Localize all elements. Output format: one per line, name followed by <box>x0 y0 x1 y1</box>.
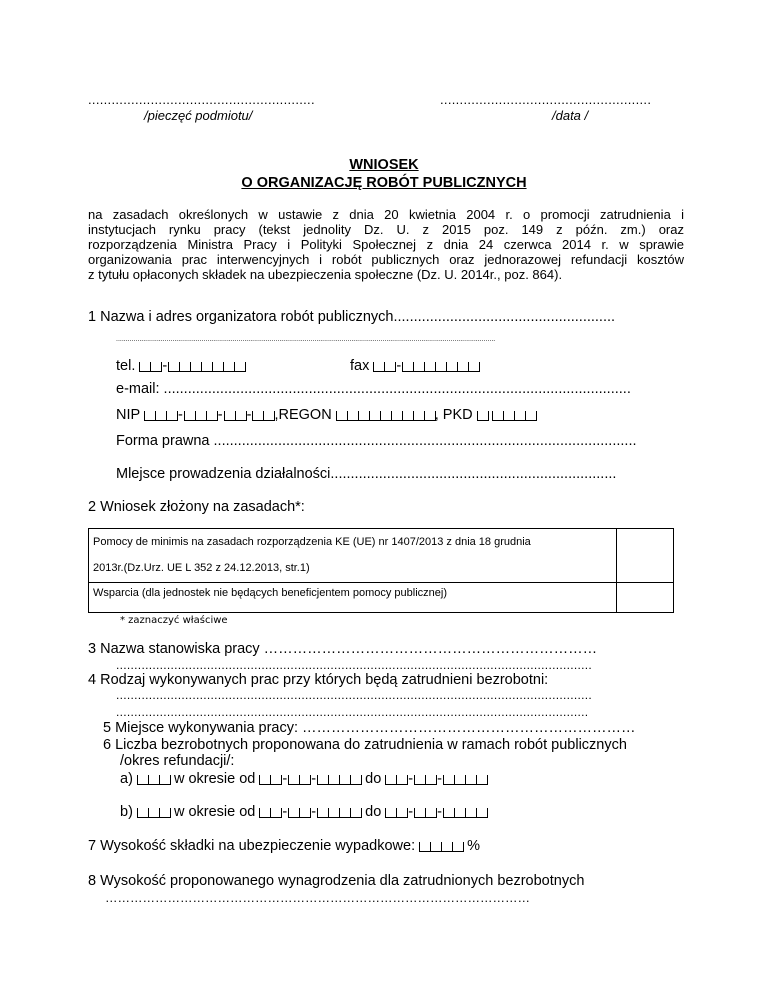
job-position-field[interactable]: 3 Nazwa stanowiska pracy …………………………………………………………… <box>88 641 598 657</box>
percent-unit: % <box>467 838 481 854</box>
fax-field[interactable]: fax - <box>350 358 479 376</box>
unemployed-count-label: 6 Liczba bezrobotnych proponowana do zatrudnienia w ramach robót publicznych <box>103 737 627 753</box>
tel-boxes[interactable] <box>139 360 161 376</box>
organizer-name-label: 1 Nazwa i adres organizatora robót publicznych....................................................... <box>88 309 616 325</box>
period-from-label: w okresie od <box>173 804 256 820</box>
application-basis-label: 2 Wniosek złożony na zasadach*: <box>88 499 305 515</box>
email-field[interactable]: e-mail: .................................................................................................................... <box>116 381 631 397</box>
period-to-label: do <box>365 771 382 787</box>
stamp-label: /pieczęć podmiotu/ <box>144 108 253 123</box>
tel-field[interactable]: tel. - <box>116 358 245 376</box>
document-title: WNIOSEK <box>349 157 419 173</box>
period-row-b[interactable]: b) w okresie od - - do - - <box>120 804 487 822</box>
stamp-dots: .......................................................... <box>88 92 315 107</box>
work-type-dots[interactable]: .................................................................................................................................. <box>116 705 589 719</box>
pkd-boxes[interactable] <box>477 409 488 425</box>
work-place-field[interactable]: 5 Miejsce wykonywania pracy: …………………………………………………………… <box>103 720 636 736</box>
date-to-a[interactable] <box>385 773 407 789</box>
pkd-label: , PKD <box>434 407 473 423</box>
selection-note: * zaznaczyć właściwe <box>120 615 228 626</box>
job-position-dots: ................................................................................................................................... <box>116 658 593 672</box>
intro-paragraph <box>88 207 684 282</box>
option-support-checkbox[interactable] <box>616 583 673 613</box>
business-place-field[interactable]: Mlejsce prowadzenia działalności....................................................................... <box>116 466 617 482</box>
nip-label: NIP <box>116 407 140 423</box>
period-from-label: w okresie od <box>173 771 256 787</box>
intro-line: rozporządzenia Ministra Pracy i Polityki Społecznej z dnia 24 czerwca 2014 r. w sprawie <box>88 237 684 252</box>
period-to-label: do <box>365 804 382 820</box>
accident-insurance-label: 7 Wysokość składki na ubezpieczenie wypadkowe: <box>88 838 416 854</box>
work-type-label: 4 Rodzaj wykonywanych prac przy których będą zatrudnieni bezrobotni: <box>88 672 549 688</box>
accident-insurance-row[interactable] <box>88 838 480 856</box>
intro-line: z tytułu opłaconych składek na ubezpieczenia społeczne (Dz. U. 2014r., poz. 864). <box>88 267 563 282</box>
date-to-b[interactable] <box>385 806 407 822</box>
regon-boxes[interactable] <box>336 409 435 425</box>
count-boxes-a[interactable] <box>137 773 170 789</box>
date-from-a[interactable] <box>259 773 281 789</box>
fax-boxes[interactable] <box>373 360 395 376</box>
tel-label: tel. <box>116 358 136 374</box>
date-dots: ...................................................... <box>440 92 652 107</box>
intro-line: na zasadach określonych w ustawie z dnia 20 kwietnia 2004 r. o promocji zatrudnienia i <box>88 207 684 222</box>
date-label: /data / <box>552 108 589 123</box>
work-type-dots[interactable]: ................................................................................................................................... <box>116 688 593 702</box>
nip-boxes[interactable] <box>144 409 177 425</box>
salary-label: 8 Wysokość proponowanego wynagrodzenia dla zatrudnionych bezrobotnych <box>88 873 585 889</box>
document-subtitle: O ORGANIZACJĘ ROBÓT PUBLICZNYCH <box>241 175 527 191</box>
organizer-address-dots: ................................................................................................................................................................................................... <box>116 336 496 343</box>
option-de-minimis-line: Pomocy de minimis na zasadach rozporządzenia KE (UE) nr 1407/2013 z dnia 18 grudnia <box>93 536 531 548</box>
intro-line: instytucjach rynku pracy (tekst jednolity Dz. U. z 2015 poz. 149 z późn. zm.) oraz <box>88 222 684 237</box>
nip-regon-pkd-row[interactable]: NIP - - - ,REGON , PKD <box>116 407 536 425</box>
accident-insurance-boxes[interactable] <box>419 840 463 856</box>
intro-line: organizowania prac interwencyjnych i robót publicznych oraz jednorazowej refundacji kosztów <box>88 252 684 267</box>
option-support: Wsparcia (dla jednostek nie będących beneficjentem pomocy publicznej) <box>89 583 617 613</box>
period-row-a[interactable]: a) w okresie od - - do - - <box>120 771 487 789</box>
regon-label: ,REGON <box>274 407 332 423</box>
date-from-b[interactable] <box>259 806 281 822</box>
legal-form-field[interactable]: Forma prawna ......................................................................................................... <box>116 433 637 449</box>
row-a-label: a) <box>120 771 133 787</box>
fax-label: fax <box>350 358 370 374</box>
option-de-minimis <box>89 529 617 583</box>
salary-dots[interactable]: ………………………………………………………………………………………… <box>105 891 530 905</box>
row-b-label: b) <box>120 804 133 820</box>
refund-period-label: /okres refundacji/: <box>120 753 235 769</box>
option-de-minimis-line: 2013r.(Dz.Urz. UE L 352 z 24.12.2013, str.1) <box>93 562 310 574</box>
option-de-minimis-checkbox[interactable] <box>616 529 673 583</box>
application-basis-table <box>88 528 674 613</box>
count-boxes-b[interactable] <box>137 806 170 822</box>
